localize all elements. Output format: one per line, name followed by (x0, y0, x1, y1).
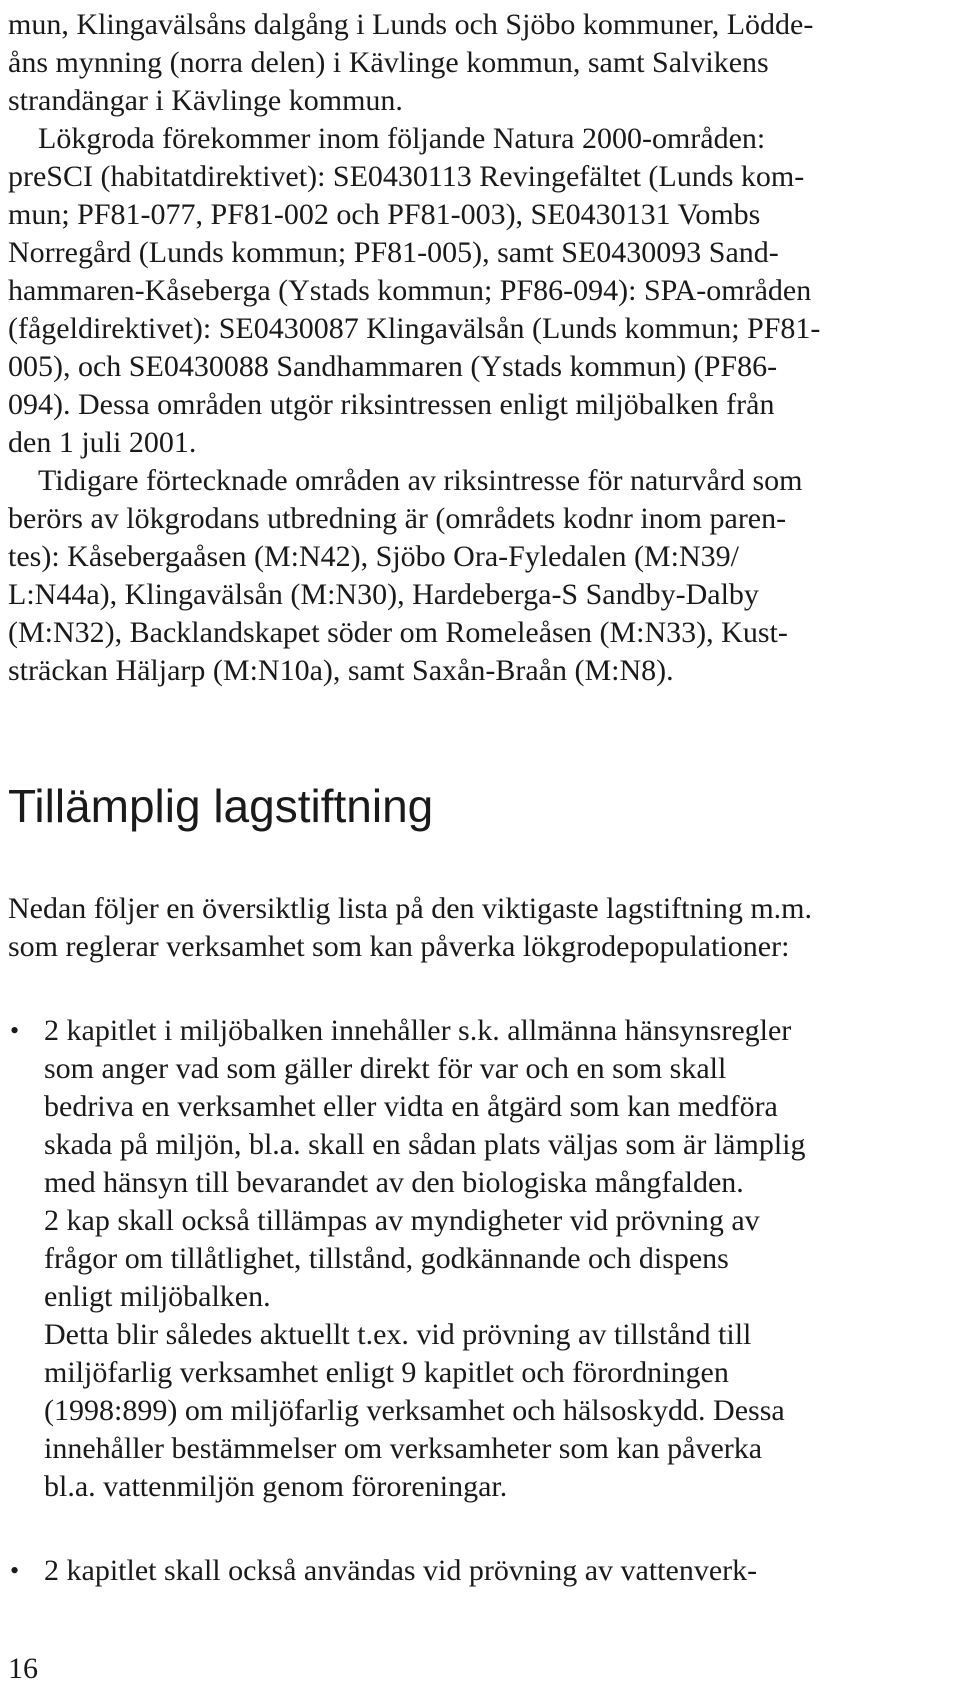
text-line: 2 kapitlet i miljöbalken innehåller s.k. allmänna hänsynsregler (44, 1014, 792, 1047)
text-line: frågor om tillåtlighet, tillstånd, godkännande och dispens (44, 1242, 729, 1275)
text-line: miljöfarlig verksamhet enligt 9 kapitlet och förordningen (44, 1356, 729, 1389)
text-line: med hänsyn till bevarandet av den biologiska mångfalden. (44, 1166, 744, 1199)
text-line: innehåller bestämmelser om verksamheter som kan påverka (44, 1432, 763, 1465)
text-line: L:N44a), Klingavälsån (M:N30), Hardeberga-S Sandby-Dalby (8, 578, 759, 611)
bullet-marker: • (10, 1556, 20, 1585)
text-line: mun, Klingavälsåns dalgång i Lunds och Sjöbo kommuner, Lödde- (8, 8, 814, 41)
text-line: 005), och SE0430088 Sandhammaren (Ystads kommun) (PF86- (8, 350, 778, 383)
text-line: Norregård (Lunds kommun; PF81-005), samt SE0430093 Sand- (8, 236, 779, 269)
text-line: (M:N32), Backlandskapet söder om Romeleåsen (M:N33), Kust- (8, 616, 788, 649)
text-line: skada på miljön, bl.a. skall en sådan plats väljas som är lämplig (44, 1128, 806, 1161)
page-number: 16 (8, 1652, 38, 1685)
text-line: 094). Dessa områden utgör riksintressen enligt miljöbalken från (8, 388, 775, 421)
text-line: Tidigare förtecknade områden av riksintresse för naturvård som (38, 464, 803, 497)
text-line: åns mynning (norra delen) i Kävlinge kommun, samt Salvikens (8, 46, 769, 79)
text-line: som reglerar verksamhet som kan påverka lökgrodepopulationer: (8, 930, 790, 963)
text-line: strandängar i Kävlinge kommun. (8, 84, 403, 117)
text-line: den 1 juli 2001. (8, 426, 197, 459)
text-line: tes): Kåsebergaåsen (M:N42), Sjöbo Ora-Fyledalen (M:N39/ (8, 540, 739, 573)
text-line: 2 kap skall också tillämpas av myndigheter vid prövning av (44, 1204, 760, 1237)
text-line: (fågeldirektivet): SE0430087 Klingavälsån (Lunds kommun; PF81- (8, 312, 821, 345)
text-line: Lökgroda förekommer inom följande Natura 2000-områden: (38, 122, 766, 155)
text-line: 2 kapitlet skall också användas vid prövning av vattenverk- (44, 1554, 758, 1587)
bullet-marker: • (10, 1016, 20, 1045)
text-line: Detta blir således aktuellt t.ex. vid prövning av tillstånd till (44, 1318, 752, 1351)
text-line: Nedan följer en översiktlig lista på den viktigaste lagstiftning m.m. (8, 892, 812, 925)
text-line: hammaren-Kåseberga (Ystads kommun; PF86-094): SPA-områden (8, 274, 812, 307)
text-line: bedriva en verksamhet eller vidta en åtgärd som kan medföra (44, 1090, 778, 1123)
text-line: bl.a. vattenmiljön genom föroreningar. (44, 1470, 508, 1503)
text-line: enligt miljöbalken. (44, 1280, 271, 1313)
text-line: sträckan Häljarp (M:N10a), samt Saxån-Braån (M:N8). (8, 654, 674, 687)
section-heading: Tillämplig lagstiftning (8, 780, 434, 832)
text-line: som anger vad som gäller direkt för var och en som skall (44, 1052, 727, 1085)
text-line: (1998:899) om miljöfarlig verksamhet och hälsoskydd. Dessa (44, 1394, 785, 1427)
text-line: berörs av lökgrodans utbredning är (områdets kodnr inom paren- (8, 502, 787, 535)
text-line: preSCI (habitatdirektivet): SE0430113 Revingefältet (Lunds kom- (8, 160, 805, 193)
text-line: mun; PF81-077, PF81-002 och PF81-003), SE0430131 Vombs (8, 198, 761, 231)
